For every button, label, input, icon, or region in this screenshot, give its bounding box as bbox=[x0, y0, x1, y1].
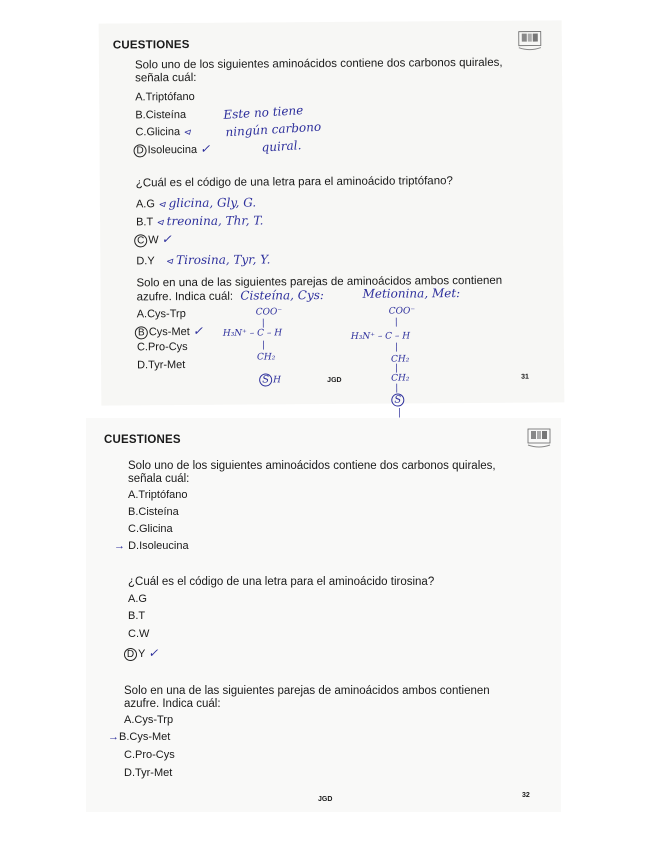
q1-option-d bbox=[134, 142, 211, 158]
question-2-text: ¿Cuál es el código de una letra para el aminoácido triptófano? bbox=[135, 175, 453, 190]
circled-letter: B bbox=[135, 326, 148, 339]
q3-option-b bbox=[108, 731, 170, 743]
circled-letter: D bbox=[124, 648, 137, 661]
q1-option-b: B.Cisteína bbox=[135, 109, 187, 122]
question-1-text-line2: señala cuál: bbox=[135, 71, 197, 85]
q3-option-d: D.Tyr-Met bbox=[124, 767, 173, 779]
question-1-text-line1: Solo uno de los siguientes aminoácidos contiene dos carbonos quirales, bbox=[128, 460, 496, 472]
handwritten-note-line3: quiral. bbox=[261, 138, 302, 155]
bond-mark: | bbox=[261, 318, 265, 329]
question-1-text-line1: Solo uno de los siguientes aminoácidos contiene dos carbonos quirales, bbox=[134, 56, 503, 72]
q1-option-a: A.Triptófano bbox=[128, 489, 188, 501]
q2-option-d bbox=[124, 646, 158, 661]
q2-option-c-label: W bbox=[148, 234, 159, 247]
handwritten-note-cysteine: Cisteína, Cys: bbox=[240, 288, 324, 303]
q1-option-d-label: D.Isoleucina bbox=[128, 540, 189, 552]
page-number: 32 bbox=[522, 792, 530, 799]
handwritten-note-glycine: glicina, Gly, G. bbox=[168, 195, 257, 211]
bond-mark: | bbox=[398, 408, 402, 418]
question-3-text-line2: azufre. Indica cuál: bbox=[124, 698, 221, 710]
sulfur-circle: S bbox=[259, 373, 272, 386]
circled-letter: C bbox=[134, 234, 147, 247]
question-2-text: ¿Cuál es el código de una letra para el aminoácido tirosina? bbox=[128, 576, 435, 588]
check-mark-icon: ✓ bbox=[148, 646, 159, 660]
cys-ch2: CH₂ bbox=[256, 352, 276, 363]
q3-option-b-label: B.Cys-Met bbox=[119, 731, 171, 743]
question-3-text-line2 bbox=[137, 289, 324, 304]
university-seal-icon bbox=[517, 29, 543, 51]
page-title: CUESTIONES bbox=[112, 38, 190, 52]
met-ch2-b: CH₂ bbox=[391, 373, 410, 384]
paren-mark-icon: ⊲ bbox=[183, 127, 191, 139]
q3-option-b bbox=[135, 324, 203, 339]
arrow-right-icon: → bbox=[108, 731, 119, 743]
arrow-right-icon: → bbox=[114, 540, 125, 552]
met-alpha-carbon: H₃N⁺ – C – H bbox=[350, 331, 411, 342]
met-carboxylate: COO⁻ bbox=[388, 306, 416, 317]
footer-initials: JGD bbox=[318, 796, 333, 803]
q1-option-c bbox=[135, 126, 190, 138]
handwritten-note-tyrosine: Tirosina, Tyr, Y. bbox=[176, 252, 271, 268]
q2-option-a bbox=[136, 196, 256, 211]
question-3-text-line1: Solo en una de las siguientes parejas de aminoácidos ambos contienen bbox=[124, 685, 490, 697]
q1-option-c-label: C.Glicina bbox=[135, 126, 181, 139]
bond-mark: | bbox=[395, 383, 399, 394]
q2-option-b bbox=[136, 213, 263, 228]
q3-option-a: A.Cys-Trp bbox=[136, 308, 186, 321]
q2-option-c bbox=[134, 232, 172, 247]
q3-option-a: A.Cys-Trp bbox=[124, 714, 174, 726]
question-3-text-line2-label: azufre. Indica cuál: bbox=[136, 290, 234, 304]
q3-option-d: D.Tyr-Met bbox=[137, 359, 186, 372]
q1-option-d-label: Isoleucina bbox=[147, 143, 198, 157]
q2-option-c: C.W bbox=[128, 628, 150, 640]
worksheet-page-31 bbox=[99, 20, 565, 405]
handwritten-note-methionine: Metionina, Met: bbox=[362, 286, 461, 301]
q1-option-d bbox=[114, 540, 189, 552]
handwritten-note-line1: Este no tiene bbox=[222, 103, 304, 122]
q2-option-d-label: Y bbox=[138, 648, 146, 660]
handwritten-note-line2: ningún carbono bbox=[225, 119, 322, 140]
paren-mark-icon: ⊲ bbox=[156, 218, 164, 229]
page-number: 31 bbox=[521, 373, 529, 381]
q1-option-b: B.Cisteína bbox=[128, 506, 179, 518]
q2-option-a-label: A.G bbox=[135, 198, 155, 211]
bond-mark: | bbox=[394, 342, 399, 353]
met-sulfur bbox=[391, 393, 405, 406]
q3-option-c: C.Pro-Cys bbox=[124, 749, 175, 761]
met-ch2-a: CH₂ bbox=[390, 354, 410, 365]
footer-initials: JGD bbox=[327, 376, 342, 385]
sulfur-circle: S bbox=[391, 393, 404, 406]
q3-option-c: C.Pro-Cys bbox=[136, 341, 188, 354]
q2-option-b: B.T bbox=[128, 610, 146, 622]
q1-option-a: A.Triptófano bbox=[135, 90, 195, 104]
paren-mark-icon: ⊲ bbox=[157, 200, 166, 211]
circled-letter: D bbox=[134, 144, 147, 157]
handwritten-note-threonine: treonina, Thr, T. bbox=[166, 213, 264, 229]
cys-carboxylate: COO⁻ bbox=[255, 307, 283, 318]
q3-option-b-label: Cys-Met bbox=[148, 325, 190, 339]
worksheet-page-32 bbox=[86, 418, 561, 812]
q2-option-d-label: D.Y bbox=[136, 255, 155, 268]
cys-sulfur bbox=[259, 373, 281, 386]
paren-mark-icon: ⊲ bbox=[165, 257, 174, 268]
q2-option-a: A.G bbox=[128, 593, 147, 605]
cys-alpha-carbon: H₃N⁺ – C – H bbox=[222, 328, 283, 339]
bond-mark: | bbox=[261, 340, 266, 351]
question-3-text-line1: Solo en una de las siguientes parejas de aminoácidos ambos contienen bbox=[136, 274, 503, 290]
question-1-text-line2: señala cuál: bbox=[128, 473, 190, 485]
bond-mark: | bbox=[395, 363, 399, 374]
page-title: CUESTIONES bbox=[104, 434, 181, 446]
check-mark-icon: ✓ bbox=[161, 232, 172, 247]
q1-option-c: C.Glicina bbox=[128, 523, 173, 535]
bond-mark: | bbox=[394, 317, 398, 328]
cys-sh-hydrogen: H bbox=[273, 375, 282, 386]
check-mark-icon: ✓ bbox=[200, 141, 211, 156]
check-mark-icon: ✓ bbox=[192, 323, 203, 338]
q2-option-b-label: B.T bbox=[136, 216, 154, 229]
university-seal-icon bbox=[526, 426, 552, 448]
q2-option-d bbox=[136, 252, 270, 267]
